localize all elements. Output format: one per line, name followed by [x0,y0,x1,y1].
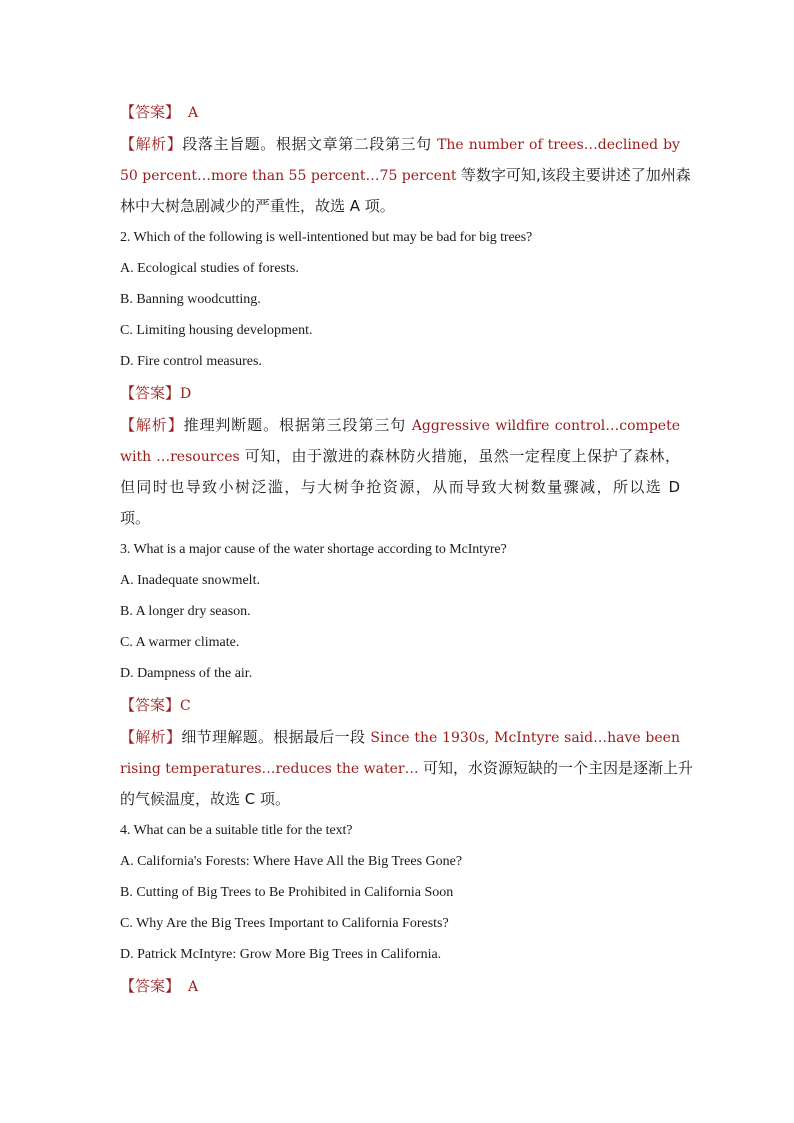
question-3-stem: 3. What is a major cause of the water shortage according to McIntyre? [120,542,507,557]
answer-4 [120,977,680,996]
answer-1 [120,103,680,122]
analysis-label: 【解析】 [120,728,182,746]
question-4-option-d: D. Patrick McIntyre: Grow More Big Trees in California. [120,947,442,962]
question-4-option-b: B. Cutting of Big Trees to Be Prohibited in California Soon [120,885,454,900]
analysis-1-line-2: 50 percent…more than 55 percent…75 percent 等数字可知,该段主要讲述了加州森 [120,166,691,184]
question-3-option-c: C. A warmer climate. [120,635,240,650]
analysis-3-line-1: 【解析】细节理解题。根据最后一段 Since the 1930s, McIntyre said…have been [120,728,680,746]
answer-label: 【答案】 [120,384,181,402]
question-2-option-a: A. Ecological studies of forests. [120,261,299,276]
analysis-1-line-1: 【解析】段落主旨题。根据文章第二段第三句 The number of trees…declined by [120,135,680,153]
question-2-option-b: B. Banning woodcutting. [120,292,261,307]
answer-value: C [180,698,191,714]
answer-label: 【答案】 [120,103,181,121]
answer-value: D [180,386,192,402]
answer-label: 【答案】 [120,696,181,714]
analysis-2-line-2: with …resources 可知，由于激进的森林防火措施，虽然一定程度上保护了森林， [120,447,680,465]
analysis-1-line-3: 林中大树急剧减少的严重性，故选 A 项。 [120,197,395,215]
analysis-3-line-3: 的气候温度，故选 C 项。 [120,790,291,808]
question-2-option-c: C. Limiting housing development. [120,323,313,338]
answer-label: 【答案】 [120,977,181,995]
analysis-label: 【解析】 [120,416,184,434]
analysis-2-line-1: 【解析】推理判断题。根据第三段第三句 Aggressive wildfire control…compete [120,416,680,434]
question-4-option-a: A. California's Forests: Where Have All the Big Trees Gone? [120,854,463,869]
answer-value: A [188,979,199,995]
analysis-label: 【解析】 [120,135,183,153]
question-4-option-c: C. Why Are the Big Trees Important to California Forests? [120,916,449,931]
question-2-option-d: D. Fire control measures. [120,354,262,369]
answer-3 [120,696,680,715]
question-3-option-b: B. A longer dry season. [120,604,251,619]
analysis-3-line-2: rising temperatures…reduces the water… 可知，水资源短缺的一个主因是逐渐上升 [120,759,694,777]
analysis-2-line-4: 项。 [120,509,151,527]
answer-2 [120,384,680,403]
question-3-option-a: A. Inadequate snowmelt. [120,573,260,588]
analysis-2-line-3: 但同时也导致小树泛滥，与大树争抢资源，从而导致大树数量骤减，所以选 D [120,478,680,496]
question-3-option-d: D. Dampness of the air. [120,666,253,681]
answer-value: A [188,105,199,121]
question-2-stem: 2. Which of the following is well-intentioned but may be bad for big trees? [120,230,533,245]
question-4-stem: 4. What can be a suitable title for the text? [120,823,353,838]
